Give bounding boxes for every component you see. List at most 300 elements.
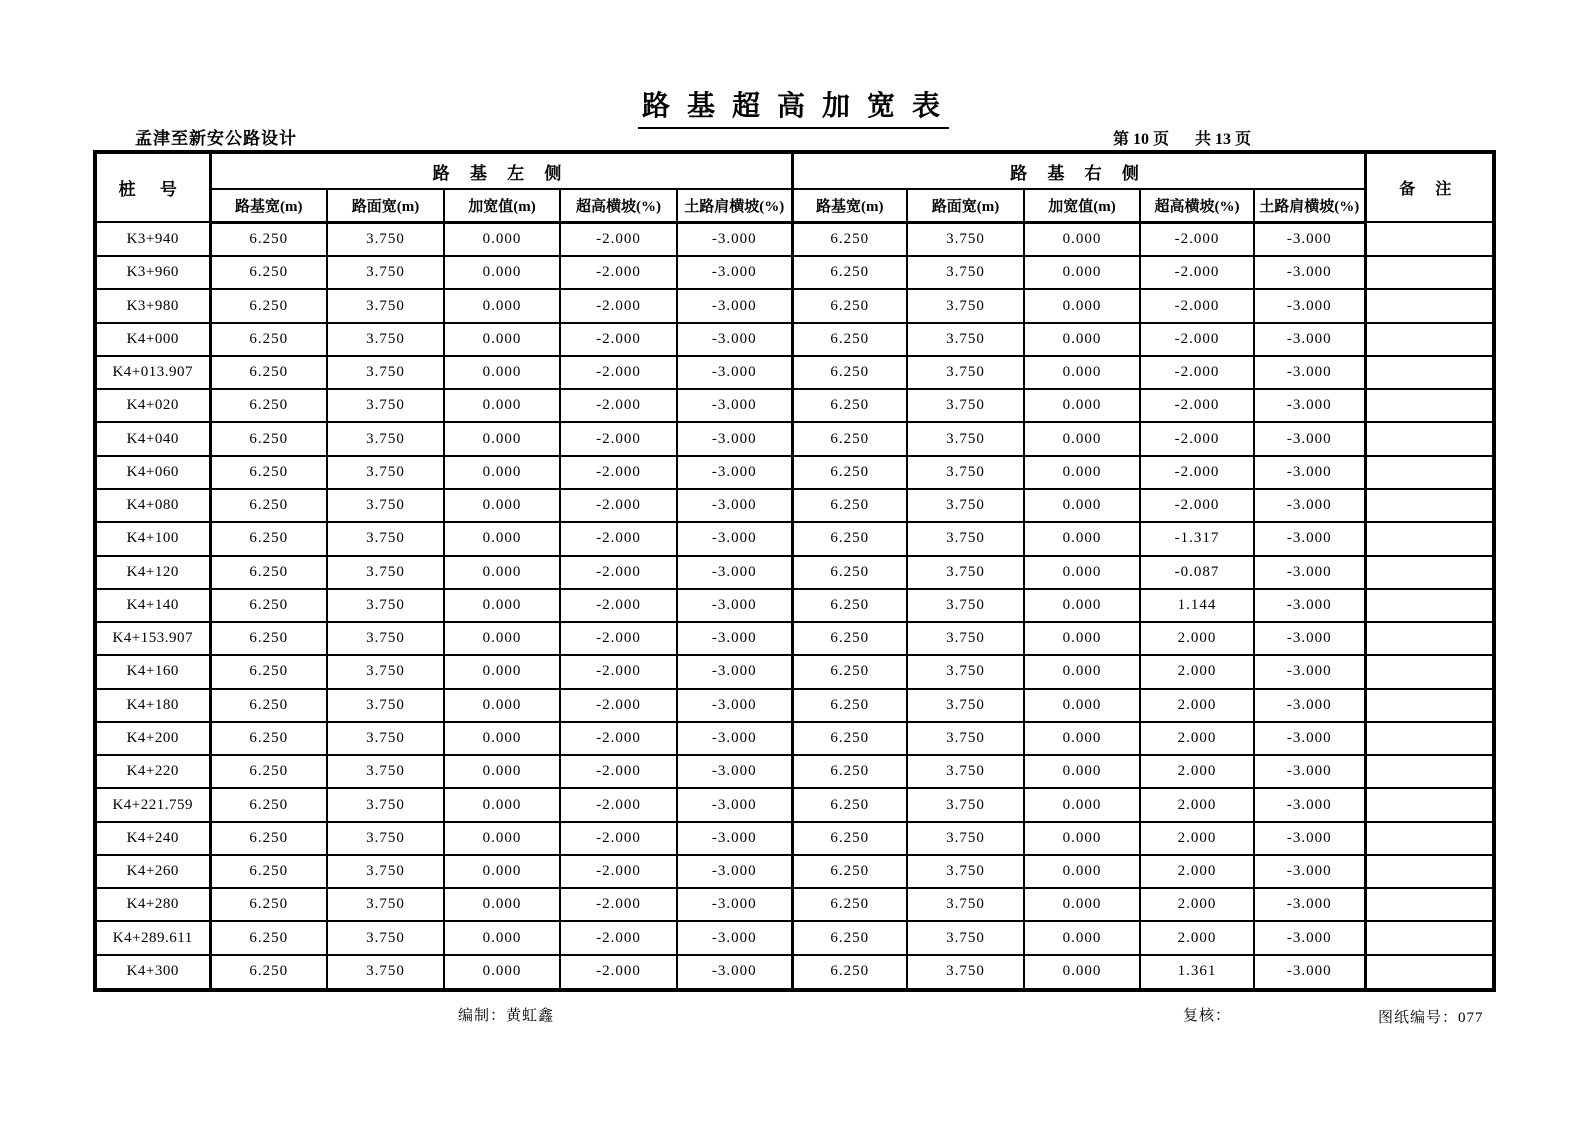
table-body (95, 222, 1494, 990)
value-cell: 0.000 (444, 489, 560, 522)
value-cell: 3.750 (327, 655, 444, 688)
value-cell: -2.000 (560, 622, 677, 655)
drawing-number: 图纸编号：077 (1378, 1010, 1484, 1026)
value-cell: -3.000 (677, 456, 792, 489)
value-cell: 0.000 (1024, 456, 1140, 489)
table-row (95, 222, 1494, 256)
value-cell: 3.750 (327, 722, 444, 755)
value-cell: 3.750 (327, 522, 444, 555)
value-cell: 0.000 (1024, 755, 1140, 788)
page-total: 共 13 页 (1195, 131, 1252, 148)
remark-column-header: 备 注 (1365, 152, 1494, 222)
value-cell: 0.000 (1024, 722, 1140, 755)
value-cell: 3.750 (327, 921, 444, 954)
value-cell: -2.000 (560, 222, 677, 256)
value-cell: -2.000 (560, 489, 677, 522)
value-cell: 3.750 (327, 622, 444, 655)
header-group-row (95, 152, 1494, 189)
table-row (95, 422, 1494, 455)
value-cell: 0.000 (1024, 422, 1140, 455)
value-cell: -3.000 (1254, 888, 1365, 921)
value-cell: 3.750 (907, 955, 1024, 990)
value-cell: 6.250 (792, 422, 907, 455)
value-cell: 0.000 (444, 955, 560, 990)
value-cell: 6.250 (792, 256, 907, 289)
value-cell: -3.000 (1254, 755, 1365, 788)
value-cell: 6.250 (210, 622, 327, 655)
value-cell: 0.000 (444, 888, 560, 921)
stake-cell: K4+220 (95, 755, 210, 788)
value-cell: -2.000 (1140, 489, 1254, 522)
value-cell: -2.000 (560, 589, 677, 622)
value-cell: -3.000 (677, 921, 792, 954)
value-cell: -2.000 (1140, 256, 1254, 289)
value-cell: -2.000 (560, 289, 677, 322)
value-cell: 6.250 (210, 888, 327, 921)
value-cell: -3.000 (677, 422, 792, 455)
value-cell: 3.750 (327, 323, 444, 356)
value-cell: -3.000 (677, 356, 792, 389)
stake-cell: K4+013.907 (95, 356, 210, 389)
value-cell: 6.250 (210, 356, 327, 389)
value-cell: -3.000 (677, 556, 792, 589)
value-cell: -3.000 (677, 522, 792, 555)
stake-cell: K4+040 (95, 422, 210, 455)
value-cell: 0.000 (444, 589, 560, 622)
value-cell: 0.000 (444, 689, 560, 722)
remark-cell (1365, 556, 1494, 589)
table-header (95, 152, 1494, 222)
remark-cell (1365, 655, 1494, 688)
value-cell: -3.000 (677, 256, 792, 289)
compiled-by: 编制：黄虹鑫 (458, 1008, 555, 1024)
value-cell: 3.750 (327, 955, 444, 990)
value-cell: 3.750 (327, 888, 444, 921)
value-cell: 0.000 (444, 422, 560, 455)
value-cell: 6.250 (210, 589, 327, 622)
value-cell: 2.000 (1140, 655, 1254, 688)
value-cell: -3.000 (677, 788, 792, 821)
value-cell: 6.250 (210, 855, 327, 888)
stake-cell: K4+160 (95, 655, 210, 688)
left-superelevation-header: 超高横坡(%) (560, 189, 677, 222)
value-cell: 0.000 (1024, 921, 1140, 954)
value-cell: 3.750 (907, 289, 1024, 322)
stake-cell: K3+960 (95, 256, 210, 289)
value-cell: 0.000 (444, 655, 560, 688)
value-cell: -3.000 (1254, 356, 1365, 389)
value-cell: 0.000 (1024, 888, 1140, 921)
right-roadbed-width-header: 路基宽(m) (792, 189, 907, 222)
value-cell: 6.250 (792, 689, 907, 722)
value-cell: 0.000 (1024, 489, 1140, 522)
remark-cell (1365, 456, 1494, 489)
value-cell: 3.750 (907, 422, 1024, 455)
table-row (95, 323, 1494, 356)
value-cell: 0.000 (1024, 822, 1140, 855)
value-cell: -2.000 (560, 456, 677, 489)
stake-cell: K4+080 (95, 489, 210, 522)
remark-cell (1365, 921, 1494, 954)
value-cell: 0.000 (444, 456, 560, 489)
value-cell: 6.250 (210, 556, 327, 589)
value-cell: -2.000 (560, 556, 677, 589)
value-cell: -3.000 (677, 222, 792, 256)
value-cell: -3.000 (677, 655, 792, 688)
remark-cell (1365, 822, 1494, 855)
value-cell: -3.000 (1254, 323, 1365, 356)
table-row (95, 622, 1494, 655)
stake-cell: K3+980 (95, 289, 210, 322)
remark-cell (1365, 855, 1494, 888)
value-cell: 3.750 (327, 556, 444, 589)
value-cell: -2.000 (560, 422, 677, 455)
value-cell: 0.000 (444, 755, 560, 788)
table-row (95, 788, 1494, 821)
value-cell: 2.000 (1140, 888, 1254, 921)
value-cell: 3.750 (907, 389, 1024, 422)
value-cell: 3.750 (907, 323, 1024, 356)
value-cell: 3.750 (327, 755, 444, 788)
value-cell: -3.000 (1254, 655, 1365, 688)
left-shoulder-slope-header: 土路肩横坡(%) (677, 189, 792, 222)
value-cell: 0.000 (444, 389, 560, 422)
value-cell: -3.000 (677, 389, 792, 422)
value-cell: 0.000 (444, 222, 560, 256)
value-cell: 3.750 (907, 556, 1024, 589)
value-cell: -3.000 (1254, 389, 1365, 422)
value-cell: 6.250 (792, 822, 907, 855)
value-cell: 0.000 (1024, 556, 1140, 589)
value-cell: 3.750 (907, 356, 1024, 389)
value-cell: 6.250 (210, 422, 327, 455)
value-cell: -3.000 (1254, 222, 1365, 256)
table-row (95, 689, 1494, 722)
value-cell: -3.000 (677, 489, 792, 522)
stake-cell: K4+060 (95, 456, 210, 489)
value-cell: 0.000 (1024, 389, 1140, 422)
value-cell: 6.250 (210, 755, 327, 788)
value-cell: -3.000 (677, 289, 792, 322)
value-cell: 6.250 (792, 855, 907, 888)
value-cell: -2.000 (1140, 289, 1254, 322)
value-cell: -3.000 (1254, 788, 1365, 821)
table-row (95, 755, 1494, 788)
value-cell: 6.250 (210, 389, 327, 422)
value-cell: 2.000 (1140, 822, 1254, 855)
value-cell: 6.250 (210, 722, 327, 755)
value-cell: 3.750 (907, 855, 1024, 888)
value-cell: 0.000 (1024, 955, 1140, 990)
value-cell: 3.750 (327, 356, 444, 389)
value-cell: 6.250 (792, 456, 907, 489)
value-cell: 0.000 (444, 356, 560, 389)
remark-cell (1365, 722, 1494, 755)
value-cell: -2.000 (1140, 456, 1254, 489)
stake-cell: K4+240 (95, 822, 210, 855)
remark-cell (1365, 755, 1494, 788)
value-cell: -3.000 (677, 589, 792, 622)
value-cell: 6.250 (792, 655, 907, 688)
value-cell: 6.250 (210, 256, 327, 289)
value-cell: 2.000 (1140, 689, 1254, 722)
value-cell: 0.000 (444, 722, 560, 755)
stake-cell: K4+140 (95, 589, 210, 622)
value-cell: 0.000 (1024, 589, 1140, 622)
remark-cell (1365, 689, 1494, 722)
remark-cell (1365, 788, 1494, 821)
value-cell: -3.000 (1254, 622, 1365, 655)
value-cell: 6.250 (792, 522, 907, 555)
value-cell: 0.000 (444, 256, 560, 289)
value-cell: -2.000 (560, 389, 677, 422)
value-cell: 0.000 (1024, 323, 1140, 356)
value-cell: -2.000 (560, 788, 677, 821)
value-cell: 6.250 (792, 755, 907, 788)
stake-cell: K4+200 (95, 722, 210, 755)
value-cell: -3.000 (1254, 556, 1365, 589)
value-cell: -3.000 (1254, 289, 1365, 322)
value-cell: 6.250 (210, 689, 327, 722)
value-cell: 3.750 (907, 522, 1024, 555)
value-cell: -2.000 (560, 323, 677, 356)
value-cell: -3.000 (1254, 855, 1365, 888)
value-cell: 6.250 (210, 655, 327, 688)
value-cell: 3.750 (327, 289, 444, 322)
value-cell: 2.000 (1140, 755, 1254, 788)
table-row (95, 456, 1494, 489)
value-cell: 0.000 (444, 788, 560, 821)
value-cell: 3.750 (907, 822, 1024, 855)
value-cell: 0.000 (1024, 222, 1140, 256)
value-cell: 6.250 (792, 356, 907, 389)
value-cell: 0.000 (1024, 655, 1140, 688)
value-cell: 3.750 (907, 722, 1024, 755)
value-cell: 6.250 (792, 389, 907, 422)
value-cell: 2.000 (1140, 722, 1254, 755)
value-cell: 6.250 (792, 722, 907, 755)
value-cell: 0.000 (444, 522, 560, 555)
value-cell: -1.317 (1140, 522, 1254, 555)
remark-cell (1365, 589, 1494, 622)
value-cell: 3.750 (907, 489, 1024, 522)
value-cell: 0.000 (444, 822, 560, 855)
value-cell: 6.250 (210, 788, 327, 821)
stake-cell: K4+300 (95, 955, 210, 990)
value-cell: 6.250 (210, 456, 327, 489)
value-cell: 6.250 (210, 323, 327, 356)
remark-cell (1365, 955, 1494, 990)
value-cell: 6.250 (210, 955, 327, 990)
value-cell: -2.000 (1140, 422, 1254, 455)
table-row (95, 589, 1494, 622)
remark-cell (1365, 222, 1494, 256)
value-cell: 6.250 (210, 822, 327, 855)
stake-cell: K4+260 (95, 855, 210, 888)
value-cell: 6.250 (792, 556, 907, 589)
value-cell: -3.000 (1254, 955, 1365, 990)
value-cell: 6.250 (792, 955, 907, 990)
stake-column-header: 桩 号 (95, 152, 210, 222)
value-cell: 6.250 (792, 589, 907, 622)
value-cell: 0.000 (1024, 689, 1140, 722)
value-cell: 0.000 (1024, 622, 1140, 655)
value-cell: 3.750 (907, 222, 1024, 256)
remark-cell (1365, 888, 1494, 921)
value-cell: 3.750 (907, 788, 1024, 821)
page-title (0, 84, 1587, 124)
value-cell: -2.000 (1140, 323, 1254, 356)
value-cell: -3.000 (677, 888, 792, 921)
value-cell: 3.750 (327, 456, 444, 489)
value-cell: 6.250 (792, 289, 907, 322)
value-cell: -2.000 (560, 855, 677, 888)
value-cell: 6.250 (210, 921, 327, 954)
value-cell: -2.000 (560, 256, 677, 289)
stake-cell: K4+221.759 (95, 788, 210, 821)
value-cell: -2.000 (560, 955, 677, 990)
value-cell: 0.000 (444, 921, 560, 954)
superelevation-widening-table (93, 150, 1496, 992)
table-row (95, 855, 1494, 888)
value-cell: -2.000 (560, 722, 677, 755)
value-cell: 2.000 (1140, 788, 1254, 821)
value-cell: 0.000 (444, 323, 560, 356)
stake-cell: K3+940 (95, 222, 210, 256)
remark-cell (1365, 389, 1494, 422)
value-cell: 2.000 (1140, 855, 1254, 888)
remark-cell (1365, 323, 1494, 356)
remark-cell (1365, 289, 1494, 322)
stake-cell: K4+120 (95, 556, 210, 589)
value-cell: -3.000 (677, 689, 792, 722)
value-cell: -3.000 (677, 955, 792, 990)
page-title-text: 路 基 超 高 加 宽 表 (638, 91, 949, 129)
remark-cell (1365, 256, 1494, 289)
value-cell: -3.000 (1254, 256, 1365, 289)
value-cell: 3.750 (327, 489, 444, 522)
page-current: 第 10 页 (1113, 131, 1170, 148)
value-cell: 3.750 (327, 222, 444, 256)
value-cell: 3.750 (327, 822, 444, 855)
value-cell: 3.750 (907, 689, 1024, 722)
value-cell: -2.000 (1140, 389, 1254, 422)
table-row (95, 655, 1494, 688)
value-cell: 3.750 (327, 788, 444, 821)
value-cell: 6.250 (792, 622, 907, 655)
stake-cell: K4+100 (95, 522, 210, 555)
value-cell: -3.000 (677, 822, 792, 855)
value-cell: -0.087 (1140, 556, 1254, 589)
value-cell: 6.250 (792, 222, 907, 256)
value-cell: 6.250 (792, 888, 907, 921)
right-side-group-header: 路 基 右 侧 (792, 152, 1365, 189)
value-cell: 3.750 (907, 622, 1024, 655)
page-indicator (1113, 126, 1251, 149)
value-cell: -2.000 (560, 822, 677, 855)
value-cell: 1.361 (1140, 955, 1254, 990)
value-cell: 6.250 (210, 222, 327, 256)
table-row (95, 522, 1494, 555)
left-pavement-width-header: 路面宽(m) (327, 189, 444, 222)
value-cell: 6.250 (210, 289, 327, 322)
table-row (95, 256, 1494, 289)
value-cell: -3.000 (1254, 522, 1365, 555)
value-cell: 3.750 (907, 888, 1024, 921)
table-row (95, 389, 1494, 422)
value-cell: -3.000 (1254, 921, 1365, 954)
right-superelevation-header: 超高横坡(%) (1140, 189, 1254, 222)
value-cell: 2.000 (1140, 622, 1254, 655)
stake-cell: K4+000 (95, 323, 210, 356)
table-row (95, 722, 1494, 755)
value-cell: 6.250 (210, 522, 327, 555)
value-cell: 3.750 (327, 689, 444, 722)
value-cell: -2.000 (560, 921, 677, 954)
remark-cell (1365, 522, 1494, 555)
value-cell: 0.000 (1024, 289, 1140, 322)
table-row (95, 822, 1494, 855)
value-cell: 0.000 (444, 556, 560, 589)
value-cell: -2.000 (560, 689, 677, 722)
table-row (95, 921, 1494, 954)
value-cell: 3.750 (327, 422, 444, 455)
value-cell: 0.000 (1024, 788, 1140, 821)
value-cell: -2.000 (560, 888, 677, 921)
value-cell: 6.250 (792, 489, 907, 522)
value-cell: 1.144 (1140, 589, 1254, 622)
value-cell: -3.000 (1254, 689, 1365, 722)
remark-cell (1365, 489, 1494, 522)
value-cell: 3.750 (907, 456, 1024, 489)
value-cell: 3.750 (327, 589, 444, 622)
value-cell: 3.750 (907, 256, 1024, 289)
value-cell: -3.000 (1254, 489, 1365, 522)
table-row (95, 888, 1494, 921)
value-cell: 3.750 (907, 755, 1024, 788)
remark-cell (1365, 356, 1494, 389)
value-cell: -2.000 (1140, 222, 1254, 256)
value-cell: 0.000 (1024, 522, 1140, 555)
project-name: 孟津至新安公路设计 (135, 129, 297, 148)
value-cell: 3.750 (907, 655, 1024, 688)
value-cell: 0.000 (1024, 356, 1140, 389)
table-row (95, 289, 1494, 322)
table-row (95, 356, 1494, 389)
value-cell: 0.000 (1024, 855, 1140, 888)
right-widening-value-header: 加宽值(m) (1024, 189, 1140, 222)
value-cell: 6.250 (792, 323, 907, 356)
right-pavement-width-header: 路面宽(m) (907, 189, 1024, 222)
value-cell: 6.250 (210, 489, 327, 522)
value-cell: -3.000 (1254, 822, 1365, 855)
value-cell: 0.000 (444, 855, 560, 888)
value-cell: -3.000 (1254, 589, 1365, 622)
left-side-group-header: 路 基 左 侧 (210, 152, 792, 189)
value-cell: 3.750 (907, 921, 1024, 954)
value-cell: -3.000 (1254, 456, 1365, 489)
value-cell: -3.000 (677, 323, 792, 356)
stake-cell: K4+289.611 (95, 921, 210, 954)
value-cell: -2.000 (560, 755, 677, 788)
reviewed-by: 复核： (1183, 1008, 1232, 1024)
value-cell: -2.000 (1140, 356, 1254, 389)
table-row (95, 955, 1494, 990)
value-cell: -2.000 (560, 356, 677, 389)
value-cell: -3.000 (677, 855, 792, 888)
value-cell: -3.000 (677, 722, 792, 755)
stake-cell: K4+020 (95, 389, 210, 422)
